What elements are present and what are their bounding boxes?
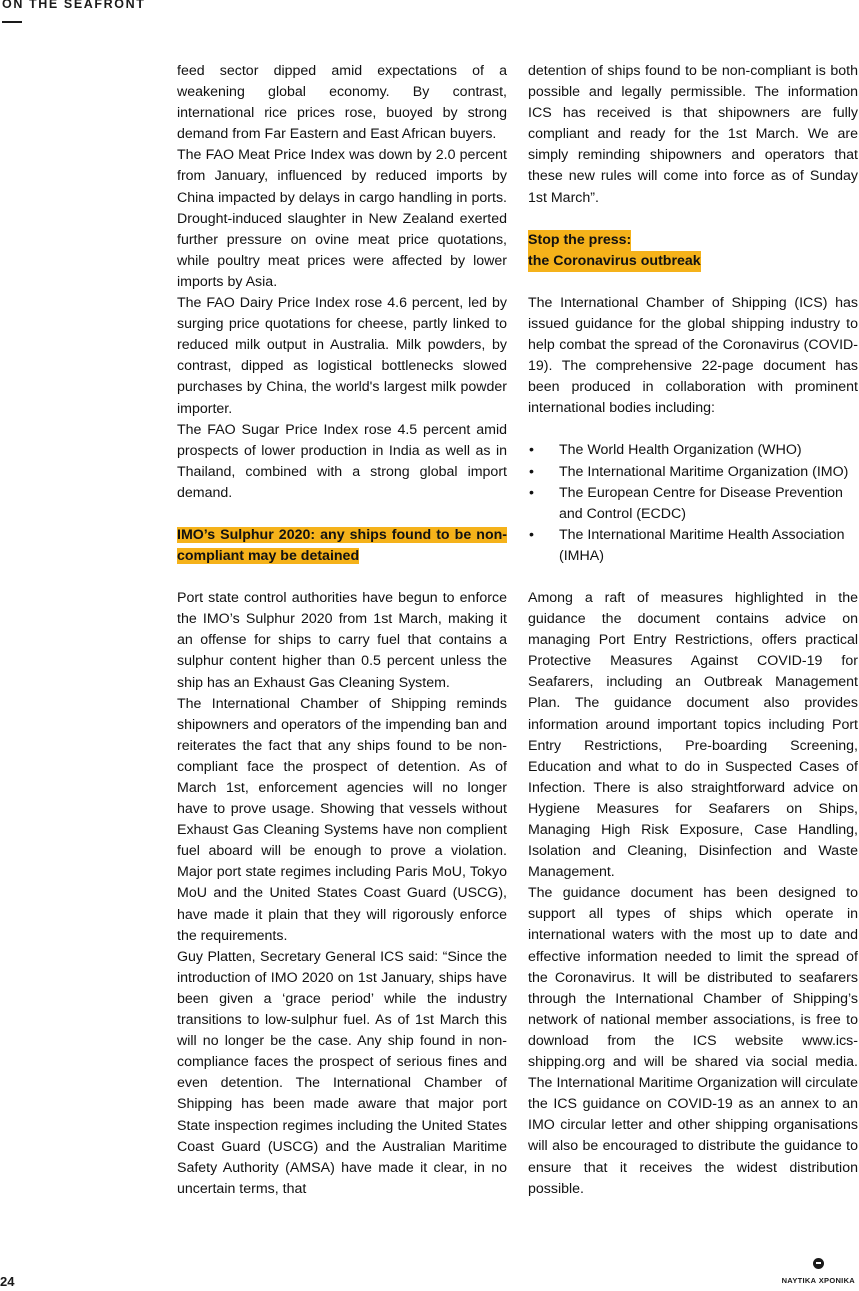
list-item: • The European Centre for Disease Prevention and Control (ECDC): [528, 483, 858, 525]
section-running-head: ON THE SEAFRONT: [2, 0, 146, 11]
article-paragraph: The guidance document has been designed to support all types of ships which operate in international waters with the most up to date and effective information needed to limit the spread of the Coronavirus. It will be distributed to seafarers through the International Chamber of Shipping’s network of national member associations, is free to download from the ICS website www.ics-shipping.org and will be shared via social media. The International Maritime Organization will circulate the ICS guidance on COVID-19 as an annex to an IMO circular letter and other shipping organisations will also be encouraged to distribute the guidance to ensure that it receives the widest distribution possible.: [528, 885, 858, 1197]
article-paragraph: Port state control authorities have begun to enforce the IMO’s Sulphur 2020 from 1st March, making it an offense for ships to carry fuel that contains a sulphur content higher than 0.5 percent unless the ship has an Exhaust Gas Cleaning System.: [177, 590, 507, 691]
page-number: 24: [0, 1274, 15, 1289]
list-item: • The World Health Organization (WHO): [528, 440, 858, 461]
heading-highlight-line1: Stop the press:: [528, 230, 631, 251]
list-item: • The International Maritime Organization (IMO): [528, 462, 858, 483]
article-paragraph: Among a raft of measures highlighted in the guidance the document contains advice on managing Port Entry Restrictions, offers practical Protective Measures Against COVID-19 for Seafarers, including an Outbreak Management Plan. The guidance document also provides information around important topics including Port Entry Restrictions, Pre-boarding Screening, Education and what to do in Suspected Cases of Infection. There is also straightforward advice on Hygiene Measures for Seafarers on Ships, Managing High Risk Exposure, Case Handling, Isolation and Cleaning, Disinfection and Waste Management.: [528, 589, 858, 881]
article-paragraph: feed sector dipped amid expectations of a weakening global economy. By contrast, international rice prices rose, buoyed by strong demand from Far Eastern and East African buyers.: [177, 63, 507, 143]
article-paragraph: The International Chamber of Shipping reminds shipowners and operators of the impending ban and reiterates the fact that any ships found to be non-compliant face the prospect of detention. As of March 1st, enforcement agencies will no longer have to prove usage. Showing that vessels without Exhaust Gas Cleaning Systems have non complient fuel aboard will be enough to prove a violation. Major port state regimes including Paris MoU, Tokyo MoU and the United States Coast Guard (USCG), have made it plain that they will rigorously enforce the requirements.: [177, 695, 507, 944]
article-paragraph: The International Chamber of Shipping (ICS) has issued guidance for the global shipping industry to help combat the spread of the Coronavirus (COVID-19). The comprehensive 22-page document has been produced in collaboration with prominent international bodies including:: [528, 294, 858, 417]
publication-brand: [782, 1258, 855, 1288]
imo-section-heading: [177, 525, 507, 567]
article-paragraph: detention of ships found to be non-compliant is both possible and legally permissible. The information ICS has received is that shipowners are fully compliant and ready for the 1st March. We are simply reminding shipowners and operators that these new rules will come into force as of Sunday 1st March”.: [528, 63, 858, 206]
list-item: • The International Maritime Health Association (IMHA): [528, 525, 858, 567]
publication-name: ΝΑΥΤΙΚΑ ΧΡΟΝΙΚΑ: [781, 1276, 855, 1285]
heading-highlight-line2: the Coronavirus outbreak: [528, 251, 701, 272]
article-paragraph: The FAO Dairy Price Index rose 4.6 percent, led by surging price quotations for cheese, partly linked to reduced milk output in Australia. Milk powders, by contrast, dipped as logistical bottlenecks slowed purchases by China, the world's largest milk powder importer.: [177, 295, 507, 417]
stop-press-heading: [528, 230, 858, 272]
heading-highlight: IMO’s Sulphur 2020: any ships found to be non-compliant may be detained: [177, 526, 507, 565]
publication-logo-icon: [813, 1258, 824, 1269]
left-column: [177, 61, 507, 1200]
running-head-rule: [2, 21, 22, 23]
article-paragraph: Guy Platten, Secretary General ICS said: “Since the introduction of IMO 2020 on 1st January, ships have been given a ‘grace period’ while the industry transitions to low-sulphur fuel. As of 1st March this will no longer be the case. Any ship found in non-compliance faces the prospect of serious fines and even detention. The International Chamber of Shipping has been made aware that major port State inspection regimes including the United States Coast Guard (USCG) and the Australian Maritime Safety Authority (AMSA) have made it clear, in no uncertain terms, that: [177, 948, 507, 1197]
article-paragraph: The FAO Meat Price Index was down by 2.0 percent from January, influenced by reduced imports by China impacted by delays in cargo handling in ports. Drought-induced slaughter in New Zealand exerted further pressure on ovine meat price quotations, while poultry meat prices were affected by lower imports by Asia.: [177, 147, 507, 290]
article-paragraph: The FAO Sugar Price Index rose 4.5 percent amid prospects of lower production in India as well as in Thailand, combined with a strong global import demand.: [177, 421, 507, 501]
right-column: [528, 61, 858, 1200]
partner-organizations-list: [528, 440, 858, 567]
